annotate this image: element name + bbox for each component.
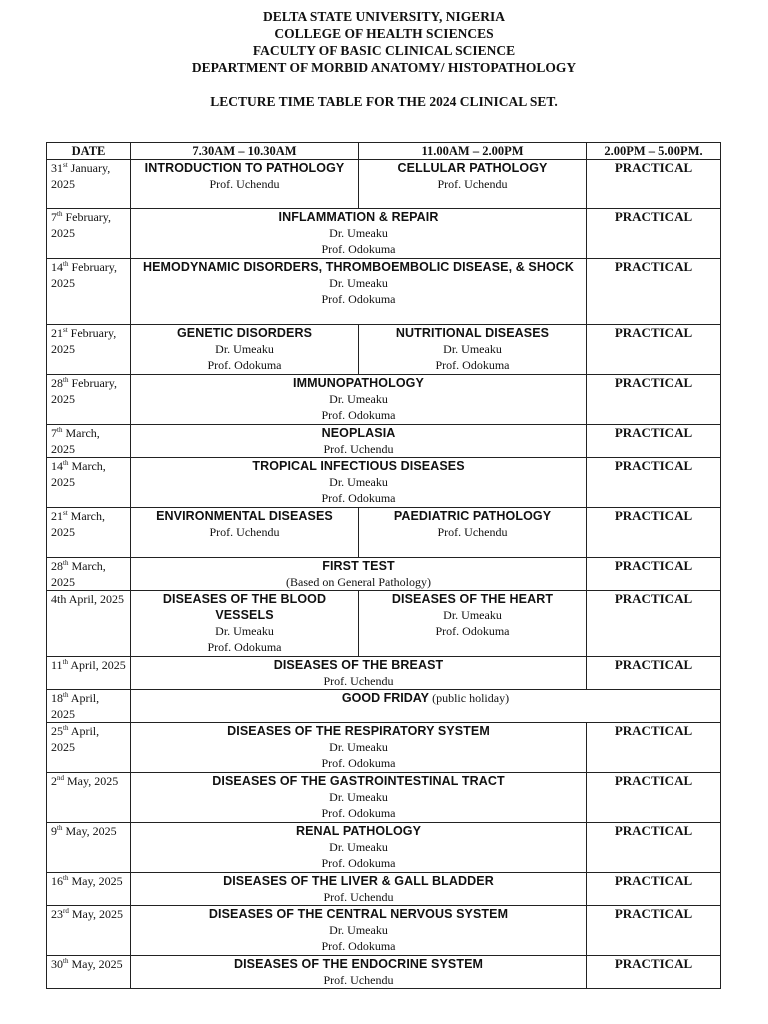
date-cell	[47, 657, 131, 690]
date-suffix: st	[63, 326, 68, 334]
practical-cell: PRACTICAL	[587, 906, 721, 956]
table-row	[47, 773, 721, 823]
session-title: ENVIRONMENTAL DISEASES	[156, 509, 333, 523]
practical-cell: PRACTICAL	[587, 209, 721, 259]
lecturer-name: Prof. Odokuma	[321, 806, 396, 820]
lecturer-name: Prof. Odokuma	[435, 358, 510, 372]
session-cell-merged	[131, 657, 587, 690]
date-month-year: May, 2025	[65, 824, 117, 838]
date-day: 2	[51, 774, 57, 788]
university-name: DELTA STATE UNIVERSITY, NIGERIA	[262, 9, 506, 24]
date-suffix: th	[63, 376, 69, 384]
date-month-year: January, 2025	[51, 161, 111, 191]
practical-cell: PRACTICAL	[587, 425, 721, 458]
lecturer-name: Prof. Odokuma	[321, 856, 396, 870]
column-header-slot2: 11.00AM – 2.00PM	[359, 143, 587, 160]
date-day: 7	[51, 426, 57, 440]
table-row	[47, 508, 721, 558]
timetable-title: LECTURE TIME TABLE FOR THE 2024 CLINICAL SET.	[210, 94, 558, 109]
date-cell	[47, 723, 131, 773]
table-row	[47, 873, 721, 906]
table-row	[47, 425, 721, 458]
practical-cell: PRACTICAL	[587, 823, 721, 873]
date-month-year: April, 2025	[51, 691, 100, 721]
date-suffix: st	[63, 161, 68, 169]
date-day: 16	[51, 874, 63, 888]
practical-cell: PRACTICAL	[587, 160, 721, 209]
date-suffix: th	[57, 824, 63, 832]
date-cell	[47, 873, 131, 906]
session-title: IMMUNOPATHOLOGY	[293, 376, 424, 390]
lecturer-name: Prof. Uchendu	[209, 177, 280, 191]
session-title: CELLULAR PATHOLOGY	[397, 161, 548, 175]
column-header-slot1: 7.30AM – 10.30AM	[131, 143, 359, 160]
session-title: DISEASES OF THE BLOOD VESSELS	[162, 592, 327, 622]
date-suffix: th	[63, 724, 69, 732]
date-cell	[47, 956, 131, 989]
session-title: HEMODYNAMIC DISORDERS, THROMBOEMBOLIC DISEASE, & SHOCK	[142, 260, 575, 274]
timetable-header-row	[47, 143, 721, 160]
date-day: 25	[51, 724, 63, 738]
date-month-year: May, 2025	[67, 774, 119, 788]
date-month-year: April, 2025	[70, 658, 126, 672]
college-name: COLLEGE OF HEALTH SCIENCES	[274, 26, 494, 41]
session-cell-merged	[131, 425, 587, 458]
lecturer-name: Prof. Uchendu	[323, 973, 394, 987]
session-cell-merged	[131, 375, 587, 425]
table-row	[47, 690, 721, 723]
session-cell-merged	[131, 259, 587, 325]
session-cell-merged	[131, 773, 587, 823]
session-title: DISEASES OF THE HEART	[391, 592, 554, 606]
date-month-year: February, 2025	[51, 260, 117, 290]
lecturer-name: Prof. Odokuma	[321, 491, 396, 505]
lecturer-name: Prof. Odokuma	[321, 408, 396, 422]
practical-cell: PRACTICAL	[587, 325, 721, 375]
practical-cell: PRACTICAL	[587, 375, 721, 425]
session-title: DISEASES OF THE ENDOCRINE SYSTEM	[233, 957, 484, 971]
practical-cell: PRACTICAL	[587, 591, 721, 657]
date-month-year: March, 2025	[51, 559, 106, 589]
practical-cell: PRACTICAL	[587, 558, 721, 591]
table-row	[47, 209, 721, 259]
practical-cell: PRACTICAL	[587, 657, 721, 690]
session-cell-morning	[131, 325, 359, 375]
lecturer-name: Prof. Odokuma	[207, 640, 282, 654]
session-title: INFLAMMATION & REPAIR	[278, 210, 439, 224]
lecturer-name: Prof. Odokuma	[321, 292, 396, 306]
lecturer-name: Prof. Uchendu	[323, 890, 394, 904]
lecturer-name: Prof. Uchendu	[437, 525, 508, 539]
date-day: 7	[51, 210, 57, 224]
column-header-slot3: 2.00PM – 5.00PM.	[587, 143, 721, 160]
date-cell	[47, 690, 131, 723]
table-row	[47, 657, 721, 690]
date-suffix: th	[63, 691, 69, 699]
date-cell	[47, 508, 131, 558]
practical-cell: PRACTICAL	[587, 773, 721, 823]
session-cell-merged	[131, 956, 587, 989]
lecturer-name: Prof. Odokuma	[207, 358, 282, 372]
table-row	[47, 956, 721, 989]
lecturer-name: Prof. Uchendu	[437, 177, 508, 191]
date-suffix: th	[57, 426, 63, 434]
lecturer-name: Dr. Umeaku	[443, 342, 502, 356]
practical-cell: PRACTICAL	[587, 458, 721, 508]
table-row	[47, 458, 721, 508]
date-suffix: th	[63, 559, 69, 567]
column-header-date: DATE	[47, 143, 131, 160]
lecturer-name: Dr. Umeaku	[329, 226, 388, 240]
session-cell-merged	[131, 723, 587, 773]
lecturer-name: Prof. Odokuma	[321, 242, 396, 256]
date-day: 28	[51, 376, 63, 390]
session-cell-merged	[131, 558, 587, 591]
lecturer-name: (Based on General Pathology)	[286, 575, 431, 589]
date-month-year: February, 2025	[51, 376, 117, 406]
date-day: 31	[51, 161, 63, 175]
table-row	[47, 723, 721, 773]
session-title: DISEASES OF THE CENTRAL NERVOUS SYSTEM	[208, 907, 509, 921]
session-title: INTRODUCTION TO PATHOLOGY	[144, 161, 345, 175]
date-cell	[47, 558, 131, 591]
lecturer-name: Dr. Umeaku	[329, 790, 388, 804]
date-month-year: April, 2025	[51, 724, 100, 754]
lecturer-name: Prof. Odokuma	[321, 939, 396, 953]
date-cell	[47, 160, 131, 209]
date-day: 18	[51, 691, 63, 705]
date-suffix: nd	[57, 774, 64, 782]
date-cell	[47, 325, 131, 375]
lecturer-name: Dr. Umeaku	[329, 840, 388, 854]
date-cell	[47, 375, 131, 425]
document-header	[0, 0, 768, 110]
table-row	[47, 823, 721, 873]
date-day: 14	[51, 459, 63, 473]
session-cell-midday	[359, 591, 587, 657]
table-row	[47, 906, 721, 956]
timetable-body	[47, 160, 721, 989]
session-title: NEOPLASIA	[321, 426, 396, 440]
session-cell-merged	[131, 458, 587, 508]
date-month-year: February, 2025	[51, 210, 111, 240]
lecturer-name: Dr. Umeaku	[329, 475, 388, 489]
practical-cell: PRACTICAL	[587, 873, 721, 906]
session-title: NUTRITIONAL DISEASES	[395, 326, 550, 340]
practical-cell: PRACTICAL	[587, 723, 721, 773]
date-month-year: May, 2025	[71, 957, 123, 971]
date-day: 23	[51, 907, 63, 921]
session-title: DISEASES OF THE RESPIRATORY SYSTEM	[227, 724, 490, 738]
lecturer-name: Dr. Umeaku	[329, 392, 388, 406]
session-cell-merged	[131, 906, 587, 956]
session-title: DISEASES OF THE BREAST	[273, 658, 444, 672]
date-day: 4th	[51, 592, 67, 606]
date-cell	[47, 209, 131, 259]
session-cell-morning	[131, 508, 359, 558]
session-title: DISEASES OF THE LIVER & GALL BLADDER	[223, 874, 494, 888]
table-row	[47, 591, 721, 657]
holiday-note: (public holiday)	[432, 691, 510, 705]
date-cell	[47, 425, 131, 458]
lecturer-name: Prof. Odokuma	[435, 624, 510, 638]
practical-cell: PRACTICAL	[587, 508, 721, 558]
date-cell	[47, 773, 131, 823]
lecturer-name: Dr. Umeaku	[443, 608, 502, 622]
date-suffix: th	[57, 210, 63, 218]
date-month-year: May, 2025	[71, 907, 124, 921]
date-suffix: rd	[63, 907, 69, 915]
table-row	[47, 160, 721, 209]
date-cell	[47, 458, 131, 508]
department-name: DEPARTMENT OF MORBID ANATOMY/ HISTOPATHOLOGY	[191, 60, 577, 75]
date-suffix: th	[63, 260, 69, 268]
session-cell-merged	[131, 823, 587, 873]
date-suffix: th	[62, 658, 69, 666]
practical-cell: PRACTICAL	[587, 259, 721, 325]
session-title: DISEASES OF THE GASTROINTESTINAL TRACT	[212, 774, 505, 788]
date-cell	[47, 259, 131, 325]
faculty-name: FACULTY OF BASIC CLINICAL SCIENCE	[252, 43, 516, 58]
session-title: PAEDIATRIC PATHOLOGY	[393, 509, 552, 523]
date-suffix: th	[63, 874, 69, 882]
date-cell	[47, 823, 131, 873]
session-cell-midday	[359, 325, 587, 375]
holiday-title: GOOD FRIDAY	[341, 691, 429, 705]
session-title: GENETIC DISORDERS	[176, 326, 313, 340]
date-cell	[47, 906, 131, 956]
date-month-year: April, 2025	[68, 592, 125, 606]
session-cell-merged	[131, 873, 587, 906]
lecturer-name: Prof. Odokuma	[321, 756, 396, 770]
lecturer-name: Prof. Uchendu	[323, 674, 394, 688]
session-cell-merged	[131, 209, 587, 259]
session-cell-morning	[131, 160, 359, 209]
date-day: 30	[51, 957, 63, 971]
date-month-year: February, 2025	[51, 326, 117, 356]
date-suffix: th	[63, 459, 69, 467]
lecturer-name: Dr. Umeaku	[329, 740, 388, 754]
practical-cell: PRACTICAL	[587, 956, 721, 989]
date-day: 11	[51, 658, 63, 672]
table-row	[47, 259, 721, 325]
date-month-year: March, 2025	[51, 459, 106, 489]
date-day: 28	[51, 559, 63, 573]
date-suffix: th	[63, 957, 69, 965]
lecturer-name: Prof. Uchendu	[323, 442, 394, 456]
session-title: FIRST TEST	[322, 559, 395, 573]
date-month-year: May, 2025	[71, 874, 123, 888]
date-month-year: March, 2025	[51, 509, 105, 539]
table-row	[47, 325, 721, 375]
table-row	[47, 558, 721, 591]
date-day: 9	[51, 824, 57, 838]
table-row	[47, 375, 721, 425]
session-cell-midday	[359, 160, 587, 209]
lecturer-name: Dr. Umeaku	[215, 624, 274, 638]
session-cell-morning	[131, 591, 359, 657]
lecturer-name: Dr. Umeaku	[329, 923, 388, 937]
session-title: TROPICAL INFECTIOUS DISEASES	[252, 459, 465, 473]
date-day: 14	[51, 260, 63, 274]
lecturer-name: Dr. Umeaku	[215, 342, 274, 356]
date-cell	[47, 591, 131, 657]
session-cell-midday	[359, 508, 587, 558]
holiday-cell	[131, 690, 721, 723]
session-title: RENAL PATHOLOGY	[295, 824, 422, 838]
date-suffix: st	[63, 509, 68, 517]
date-day: 21	[51, 509, 63, 523]
lecturer-name: Prof. Uchendu	[209, 525, 280, 539]
date-day: 21	[51, 326, 63, 340]
timetable	[46, 142, 721, 989]
date-month-year: March, 2025	[51, 426, 100, 456]
lecturer-name: Dr. Umeaku	[329, 276, 388, 290]
